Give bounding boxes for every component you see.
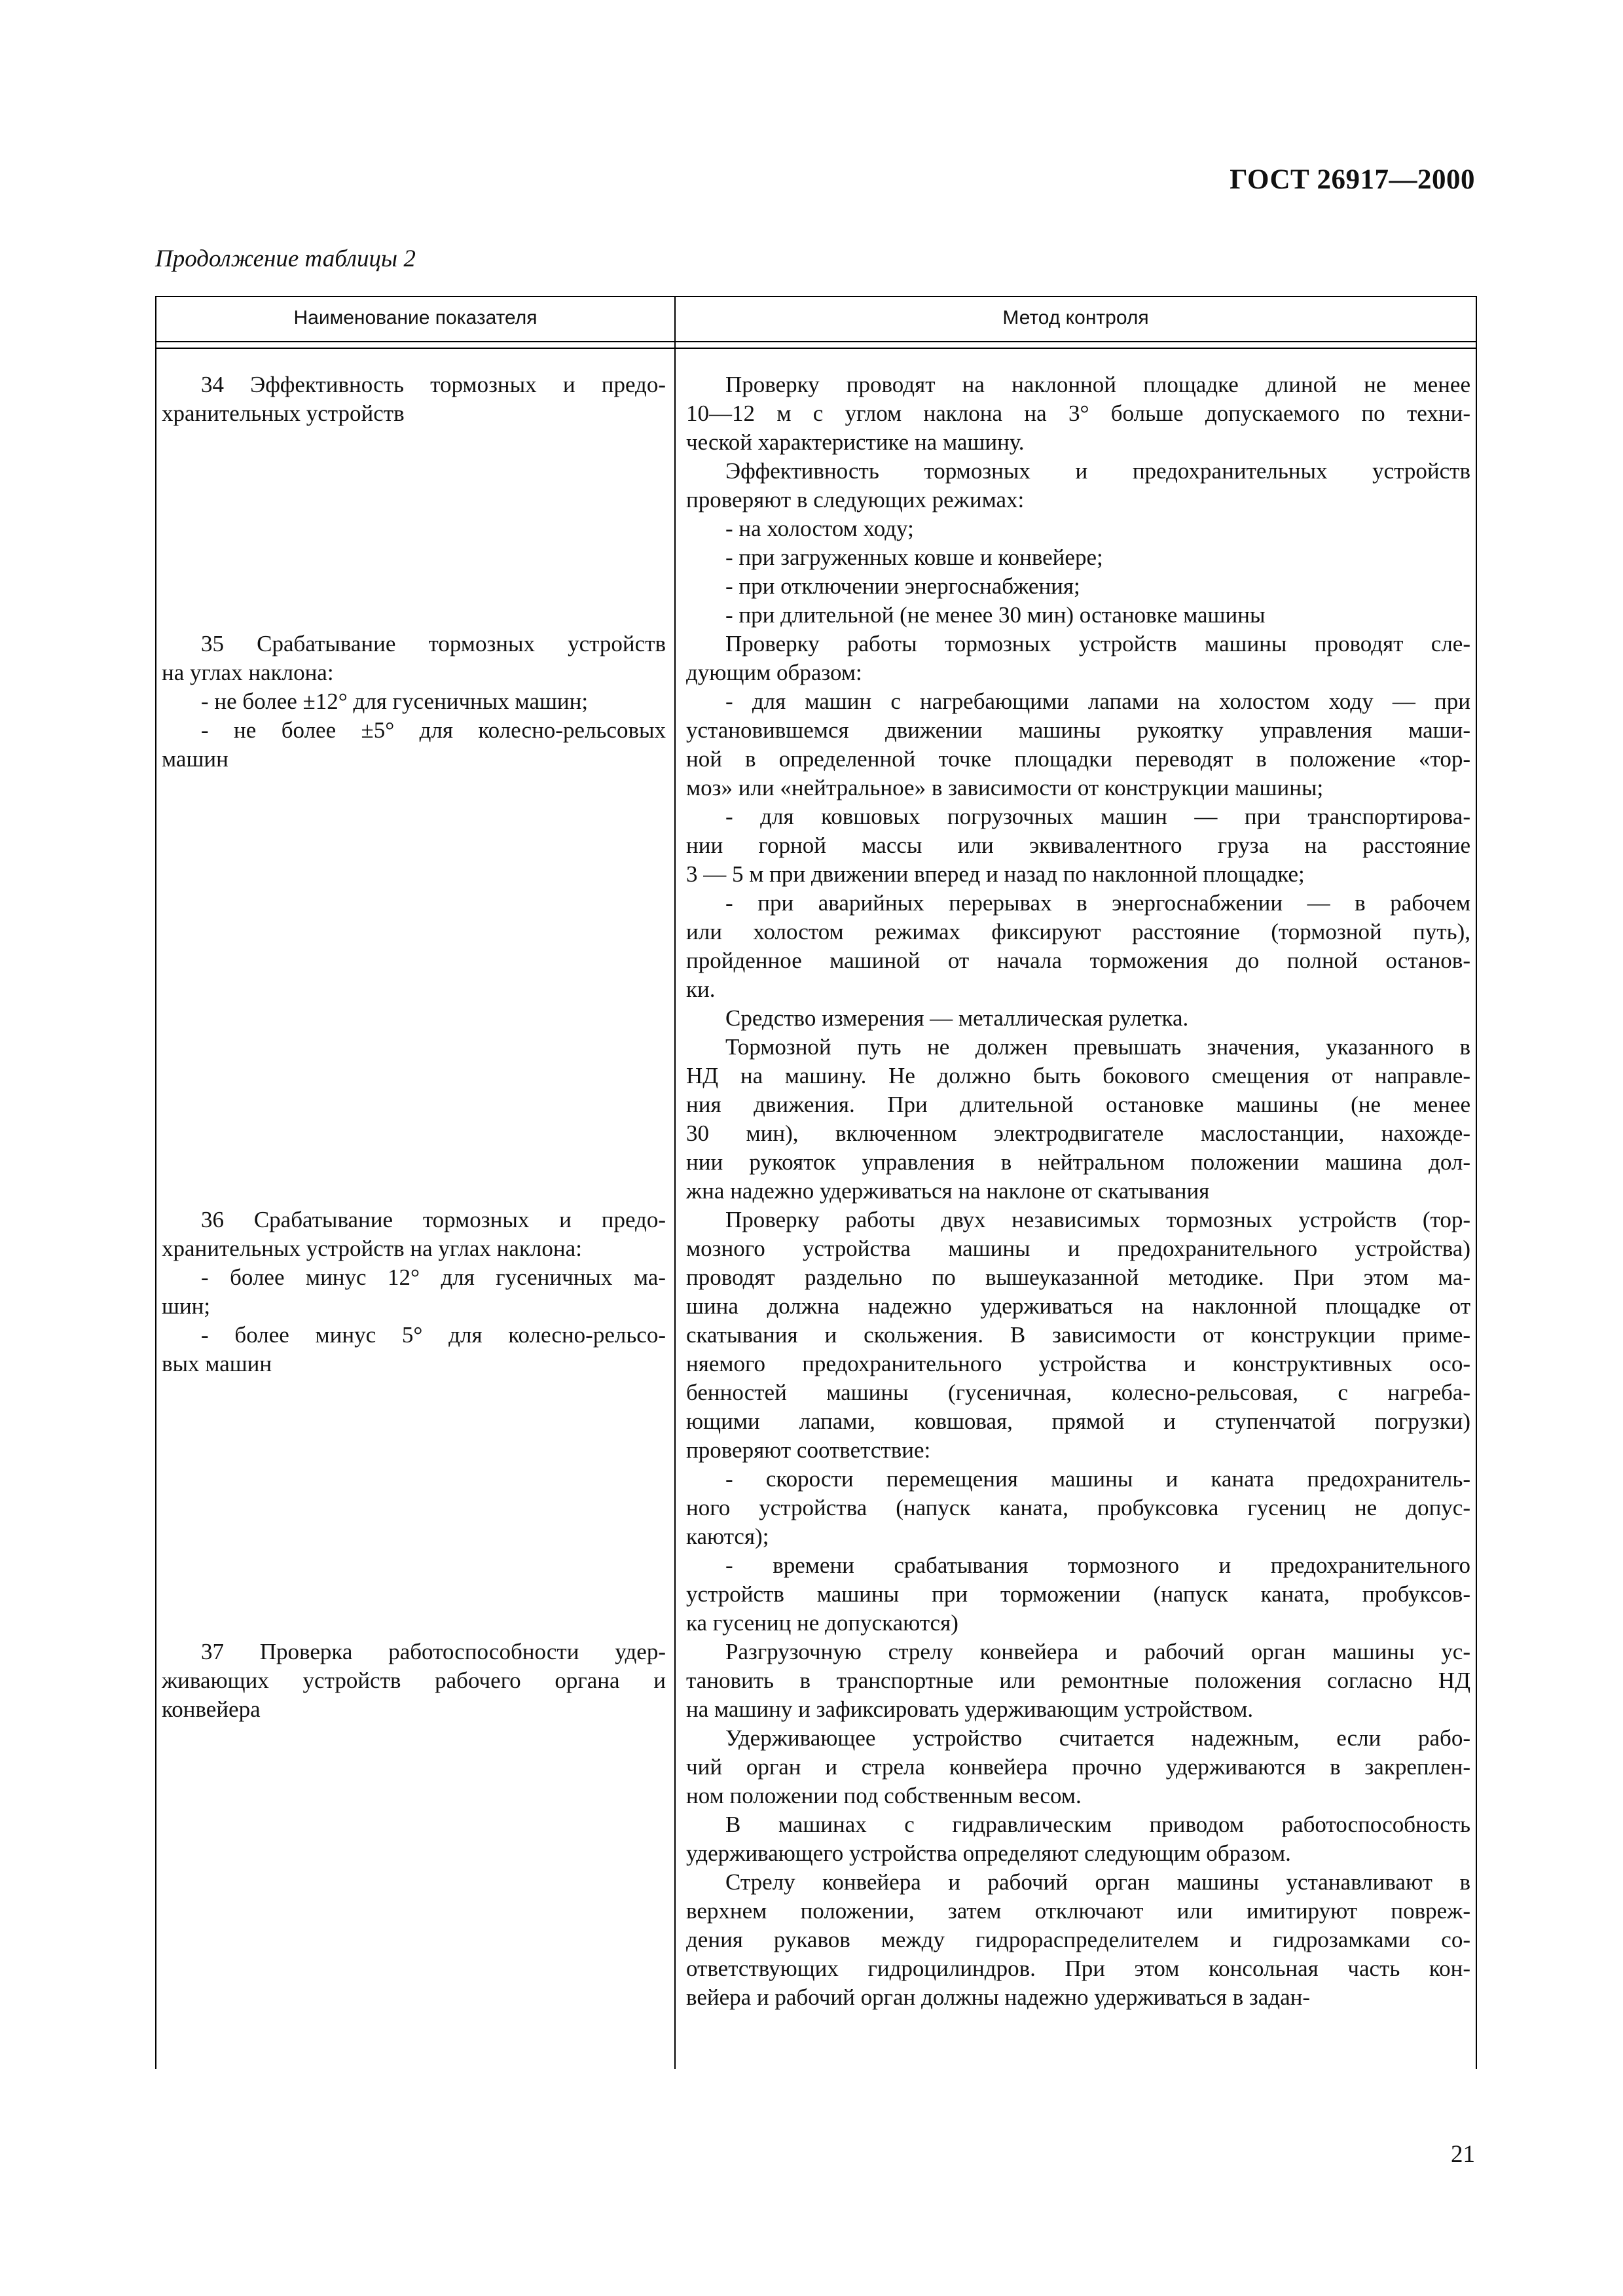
method-line: ния движения. При длительной остановке машины (не менее — [686, 1092, 1470, 1117]
method-line: вейера и рабочий орган должны надежно удерживаться в задан- — [686, 1984, 1311, 2010]
method-line: НД на машину. Не должно быть бокового смещения от направле- — [686, 1063, 1470, 1088]
indicator-line: живающих устройств рабочего органа и — [162, 1668, 666, 1693]
method-line: ного устройства (напуск каната, пробуксовка гусениц не допус- — [686, 1495, 1470, 1520]
indicator-line: вых машин — [162, 1351, 272, 1376]
method-line: на машину и зафиксировать удерживающим устройством. — [686, 1696, 1254, 1722]
method-line: жна надежно удерживаться на наклоне от скатывания — [686, 1178, 1210, 1204]
method-line: Проверку работы двух независимых тормозных устройств (тор- — [725, 1207, 1470, 1232]
method-line: - для ковшовых погрузочных машин — при транспортирова- — [725, 804, 1470, 829]
indicator-line: - более минус 5° для колесно-рельсо- — [201, 1322, 666, 1348]
indicator-line: хранительных устройств — [162, 401, 405, 426]
indicator-line: 37 Проверка работоспособности удер- — [201, 1639, 666, 1664]
page-number: 21 — [1451, 2141, 1475, 2168]
method-line: Удерживающее устройство считается надежным, если рабо- — [725, 1725, 1470, 1751]
method-line: или холостом режимах фиксируют расстояние (тормозной путь), — [686, 919, 1470, 944]
header-method: Метод контроля — [1002, 307, 1149, 329]
method-line: пройденное машиной от начала торможения до полной останов- — [686, 948, 1470, 973]
method-line: - времени срабатывания тормозного и предохранительного — [725, 1552, 1470, 1578]
method-line: мозного устройства машины и предохранительного устройства) — [686, 1236, 1470, 1261]
method-line: - при аварийных перерывах в энергоснабжении — в рабочем — [725, 890, 1470, 916]
method-line: - при отключении энергоснабжения; — [725, 573, 1080, 599]
indicator-line: на углах наклона: — [162, 660, 334, 685]
method-line: Разгрузочную стрелу конвейера и рабочий орган машины ус- — [725, 1639, 1470, 1664]
method-line: бенностей машины (гусеничная, колесно-рельсовая, с нагреба- — [686, 1380, 1470, 1405]
method-line: дения рукавов между гидрораспределителем и гидрозамками со- — [686, 1927, 1470, 1952]
method-line: проверяют в следующих режимах: — [686, 487, 1025, 512]
header-divider — [156, 348, 1476, 349]
method-line: Тормозной путь не должен превышать значения, указанного в — [725, 1034, 1470, 1060]
indicator-line: шин; — [162, 1293, 211, 1319]
method-line: - при длительной (не менее 30 мин) остановке машины — [725, 602, 1266, 628]
method-line: ки. — [686, 977, 716, 1002]
table-header-row — [156, 297, 1476, 342]
indicator-line: хранительных устройств на углах наклона: — [162, 1236, 582, 1261]
spec-table — [155, 296, 1477, 2069]
header-indicator: Наименование показателя — [293, 307, 538, 329]
method-line: ответствующих гидроцилиндров. При этом консольная часть кон- — [686, 1956, 1470, 1981]
method-line: проверяют соответствие: — [686, 1437, 931, 1463]
method-line: 3 — 5 м при движении вперед и назад по наклонной площадке; — [686, 861, 1305, 887]
method-line: установившемся движении машины рукоятку управления маши- — [686, 717, 1470, 743]
method-line: 10—12 м с углом наклона на 3° больше допускаемого по техни- — [686, 401, 1470, 426]
method-line: ющими лапами, ковшовая, прямой и ступенчатой погрузки) — [686, 1408, 1470, 1434]
method-line: ка гусениц не допускаются) — [686, 1610, 958, 1636]
method-line: Эффективность тормозных и предохранительных устройств — [725, 458, 1470, 484]
method-line: нии рукояток управления в нейтральном положении машина дол- — [686, 1149, 1470, 1175]
method-line: ной в определенной точке площадки переводят в положение «тор- — [686, 746, 1470, 772]
method-line: ном положении под собственным весом. — [686, 1783, 1082, 1808]
method-line: няемого предохранительного устройства и конструктивных осо- — [686, 1351, 1470, 1376]
method-line: скатывания и скольжения. В зависимости от конструкции приме- — [686, 1322, 1470, 1348]
method-line: верхнем положении, затем отключают или имитируют повреж- — [686, 1898, 1470, 1924]
method-line: моз» или «нейтральное» в зависимости от конструкции машины; — [686, 775, 1324, 800]
indicator-line: 36 Срабатывание тормозных и предо- — [201, 1207, 666, 1232]
method-line: каются); — [686, 1524, 769, 1549]
indicator-line: - не более ±12° для гусеничных машин; — [201, 689, 589, 714]
document-code: ГОСТ 26917—2000 — [1230, 164, 1475, 195]
method-line: - для машин с нагребающими лапами на холостом ходу — при — [725, 689, 1470, 714]
method-line: нии горной массы или эквивалентного груза на расстояние — [686, 833, 1470, 858]
indicator-line: машин — [162, 746, 228, 772]
method-line: - скорости перемещения машины и каната предохранитель- — [725, 1466, 1470, 1492]
method-line: Средство измерения — металлическая рулетка. — [725, 1005, 1189, 1031]
method-line: ческой характеристике на машину. — [686, 429, 1025, 455]
method-line: тановить в транспортные или ремонтные положения согласно НД — [686, 1668, 1470, 1693]
indicator-line: - более минус 12° для гусеничных ма- — [201, 1265, 666, 1290]
indicator-line: 34 Эффективность тормозных и предо- — [201, 372, 666, 397]
method-line: - при загруженных ковше и конвейере; — [725, 545, 1103, 570]
indicator-line: 35 Срабатывание тормозных устройств — [201, 631, 666, 656]
method-line: шина должна надежно удерживаться на наклонной площадке от — [686, 1293, 1470, 1319]
method-line: - на холостом ходу; — [725, 516, 914, 541]
indicator-line: конвейера — [162, 1696, 261, 1722]
indicator-line: - не более ±5° для колесно-рельсовых — [201, 717, 666, 743]
column-divider — [674, 297, 676, 2069]
method-line: дующим образом: — [686, 660, 862, 685]
method-line: Стрелу конвейера и рабочий орган машины устанавливают в — [725, 1869, 1470, 1895]
method-line: В машинах с гидравлическим приводом работоспособность — [725, 1812, 1470, 1837]
method-line: проводят раздельно по вышеуказанной методике. При этом ма- — [686, 1265, 1470, 1290]
method-line: устройств машины при торможении (напуск каната, пробуксов- — [686, 1581, 1470, 1607]
method-line: удерживающего устройства определяют следующим образом. — [686, 1840, 1291, 1866]
method-line: чий орган и стрела конвейера прочно удерживаются в закреплен- — [686, 1754, 1470, 1780]
table-caption: Продолжение таблицы 2 — [155, 245, 416, 272]
method-line: 30 мин), включенном электродвигателе маслостанции, нахожде- — [686, 1121, 1470, 1146]
method-line: Проверку проводят на наклонной площадке длиной не менее — [725, 372, 1470, 397]
method-line: Проверку работы тормозных устройств машины проводят сле- — [725, 631, 1470, 656]
